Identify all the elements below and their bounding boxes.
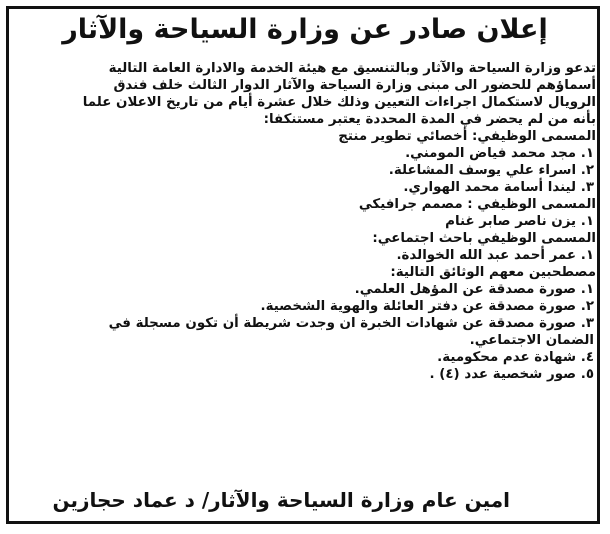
document-item-continuation: الضمان الاجتماعي. bbox=[469, 333, 594, 348]
job-title-graphic-designer: المسمى الوظيفي : مصمم جرافيكي bbox=[358, 197, 596, 212]
document-item: ٤. شهادة عدم محكومية. bbox=[437, 350, 594, 365]
announcement-body bbox=[30, 60, 596, 383]
document-item: ٥. صور شخصية عدد (٤) . bbox=[429, 367, 594, 382]
candidate-name: ٢. اسراء علي يوسف المشاعلة. bbox=[388, 163, 594, 178]
announcement-title: إعلان صادر عن وزارة السياحة والآثار bbox=[62, 14, 548, 45]
candidate-name: ١. عمر أحمد عبد الله الخوالدة. bbox=[396, 248, 594, 263]
document-item: ٣. صورة مصدقة عن شهادات الخبرة ان وجدت شريطة أن تكون مسجلة في bbox=[108, 316, 594, 331]
intro-line: تدعو وزارة السياحة والآثار وبالتنسيق مع هيئة الخدمة والادارة العامة التالية bbox=[108, 61, 596, 76]
candidate-name: ١. مجد محمد فياض المومني. bbox=[405, 146, 594, 161]
job-title-social-researcher: المسمى الوظيفي باحث اجتماعي: bbox=[372, 231, 596, 246]
signature-line: امين عام وزارة السياحة والآثار/ د عماد حجازين bbox=[52, 488, 510, 512]
candidate-name: ٣. ليندا أسامة محمد الهواري. bbox=[403, 180, 594, 195]
candidate-name: ١. يزن ناصر صابر غنام bbox=[445, 214, 594, 229]
job-title-product-developer: المسمى الوظيفي: أخصائي تطوير منتج bbox=[338, 129, 596, 144]
intro-line: الرويال لاستكمال اجراءات التعيين وذلك خلال عشرة أيام من تاريخ الاعلان علما bbox=[82, 95, 596, 110]
documents-heading: مصطحبين معهم الوثائق التالية: bbox=[390, 265, 596, 280]
intro-line: بأنه من لم يحضر في المدة المحددة يعتبر مستنكفا: bbox=[263, 112, 596, 127]
intro-line: أسماؤهم للحضور الى مبنى وزارة السياحة والآثار الدوار الثالث خلف فندق bbox=[113, 78, 596, 93]
document-item: ١. صورة مصدقة عن المؤهل العلمي. bbox=[354, 282, 594, 297]
document-item: ٢. صورة مصدقة عن دفتر العائلة والهوية الشخصية. bbox=[260, 299, 594, 314]
